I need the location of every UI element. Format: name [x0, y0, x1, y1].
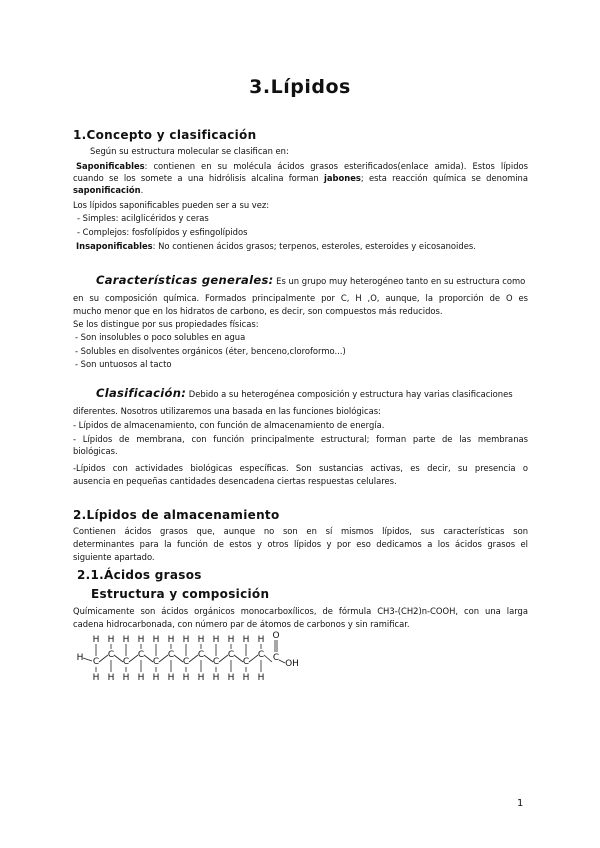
clasificacion-heading: Clasificación: — [96, 386, 187, 400]
estructura-line-1: Químicamente son ácidos orgánicos monocarboxílicos, de fórmula CH3-(CH2)n-COOH, con una larga — [73, 606, 528, 616]
chain-bond — [234, 655, 243, 662]
atom-h-bottom: H — [197, 673, 205, 683]
section-heading-almacenamiento: 2.Lípidos de almacenamiento — [73, 508, 280, 522]
jabones-term: jabones — [323, 173, 361, 183]
chain-bond — [114, 655, 123, 662]
caracteristicas-line-1 — [96, 274, 528, 287]
saponificables-text-2b: ; esta reacción química se denomina — [360, 173, 529, 183]
sub-intro-line: Los lípidos saponificables pueden ser a su vez: — [73, 200, 270, 210]
atom-c: C — [92, 657, 100, 667]
atom-h-top: H — [197, 635, 205, 645]
atom-h-top: H — [212, 635, 220, 645]
caracteristicas-line-2: en su composición química. Formados principalmente por C, H ,O, aunque, la proporción de O es — [73, 293, 528, 303]
atom-h-bottom: H — [227, 673, 235, 683]
section-heading-concepto: 1.Concepto y clasificación — [73, 128, 257, 142]
atom-c: C — [167, 650, 175, 660]
caracteristicas-line-3: mucho menor que en los hidratos de carbono, es decir, son compuestos más reducidos. — [73, 306, 443, 316]
complejos-line: - Complejos: fosfolípidos y esfingolípidos — [77, 227, 248, 237]
atom-h-bottom: H — [212, 673, 220, 683]
atom-h-top: H — [137, 635, 145, 645]
saponificables-term: Saponificables — [76, 161, 145, 171]
atom-h-top: H — [167, 635, 175, 645]
insaponificables-line — [76, 240, 531, 252]
chain-bond — [264, 655, 272, 662]
chain-bond — [159, 655, 168, 662]
simples-line: - Simples: acilglicéridos y ceras — [77, 213, 209, 223]
saponificables-line-1 — [76, 160, 528, 172]
atom-oh: OH — [285, 659, 299, 669]
atom-c: C — [197, 650, 205, 660]
clasificacion-line-1 — [96, 387, 528, 400]
chain-bond — [129, 655, 138, 662]
saponificables-text-1: : contienen en su molécula ácidos grasos esterificados(enlace amida). Estos lípidos — [144, 161, 528, 171]
clasificacion-line-3: - Lípidos de almacenamiento, con función de almacenamiento de energía. — [73, 420, 385, 430]
atom-o-carbonyl: O — [272, 631, 280, 641]
chain-bond — [174, 655, 183, 662]
estructura-line-2: cadena hidrocarbonada, con número par de átomos de carbonos y sin ramificar. — [73, 619, 410, 629]
atom-c: C — [227, 650, 235, 660]
chain-bond — [144, 655, 153, 662]
atom-h-bottom: H — [92, 673, 100, 683]
clasificacion-line-4: - Lípidos de membrana, con función principalmente estructural; forman parte de las membranas — [73, 434, 528, 444]
clasificacion-line-2: diferentes. Nosotros utilizaremos una basada en las funciones biológicas: — [73, 406, 381, 416]
clasificacion-text-1: Debido a su heterogénea composición y estructura hay varias clasificaciones — [186, 389, 513, 399]
terminal-bond — [83, 658, 92, 661]
atom-h-terminal: H — [76, 653, 84, 663]
atom-h-top: H — [242, 635, 250, 645]
subsection-heading-acidos-grasos: 2.1.Ácidos grasos — [77, 568, 202, 582]
chain-bond — [189, 655, 198, 662]
atom-c: C — [107, 650, 115, 660]
atom-h-bottom: H — [242, 673, 250, 683]
almacenamiento-line-3: siguiente apartado. — [73, 552, 155, 562]
subsubsection-heading-estructura: Estructura y composición — [91, 587, 270, 601]
chain-bond — [99, 655, 108, 662]
atom-c: C — [182, 657, 190, 667]
saponificacion-term: saponificación — [73, 185, 141, 195]
atom-c-carboxyl: C — [272, 653, 280, 663]
atom-c: C — [257, 650, 265, 660]
chain-bond — [219, 655, 228, 662]
almacenamiento-line-2: determinantes para la función de estos y otros lípidos y por eso dedicamos a los ácidos grasos el — [73, 539, 528, 549]
insaponificables-term: Insaponificables — [76, 241, 153, 251]
atom-h-bottom: H — [122, 673, 130, 683]
atom-h-bottom: H — [152, 673, 160, 683]
atom-h-bottom: H — [137, 673, 145, 683]
caracteristicas-text-1: Es un grupo muy heterogéneo tanto en su estructura como — [273, 276, 526, 286]
chain-bond — [249, 655, 258, 662]
clasificacion-line-6: -Lípidos con actividades biológicas específicas. Son sustancias activas, es decir, su presencia o — [73, 463, 528, 473]
atom-c: C — [122, 657, 130, 667]
intro-line: Según su estructura molecular se clasifican en: — [90, 146, 289, 156]
atom-h-top: H — [257, 635, 265, 645]
insaponificables-text: : No contienen ácidos grasos; terpenos, esteroles, esteroides y eicosanoides. — [152, 241, 476, 251]
atom-c: C — [242, 657, 250, 667]
fatty-acid-structural-formula — [72, 630, 312, 686]
page-title: 3.Lípidos — [249, 76, 351, 98]
caracteristicas-heading: Características generales: — [96, 273, 274, 287]
atom-h-top: H — [227, 635, 235, 645]
saponificables-text-2a: cuando se los somete a una hidrólisis alcalina forman — [73, 173, 324, 183]
clasificacion-line-7: ausencia en pequeñas cantidades desencadena ciertas respuestas celulares. — [73, 476, 397, 486]
almacenamiento-line-1: Contienen ácidos grasos que, aunque no son en sí mismos lípidos, sus características son — [73, 526, 528, 536]
atom-h-top: H — [122, 635, 130, 645]
atom-h-bottom: H — [257, 673, 265, 683]
atom-h-top: H — [152, 635, 160, 645]
atom-h-bottom: H — [107, 673, 115, 683]
atom-c: C — [137, 650, 145, 660]
atom-c: C — [212, 657, 220, 667]
page-number: 1 — [517, 798, 524, 809]
clasificacion-line-5: biológicas. — [73, 446, 118, 456]
caracteristicas-line-4: Se los distingue por sus propiedades físicas: — [73, 319, 259, 329]
atom-h-top: H — [92, 635, 100, 645]
atom-h-top: H — [182, 635, 190, 645]
saponificables-line-2 — [73, 172, 528, 184]
atom-h-top: H — [107, 635, 115, 645]
atom-h-bottom: H — [167, 673, 175, 683]
caracteristicas-line-6: - Solubles en disolventes orgánicos (éter, benceno,cloroformo...) — [75, 346, 346, 356]
caracteristicas-line-7: - Son untuosos al tacto — [75, 359, 172, 369]
atom-c: C — [152, 657, 160, 667]
caracteristicas-line-5: - Son insolubles o poco solubles en agua — [75, 332, 246, 342]
chain-bond — [204, 655, 213, 662]
atom-h-bottom: H — [182, 673, 190, 683]
saponificacion-line: saponificación. — [73, 185, 144, 195]
